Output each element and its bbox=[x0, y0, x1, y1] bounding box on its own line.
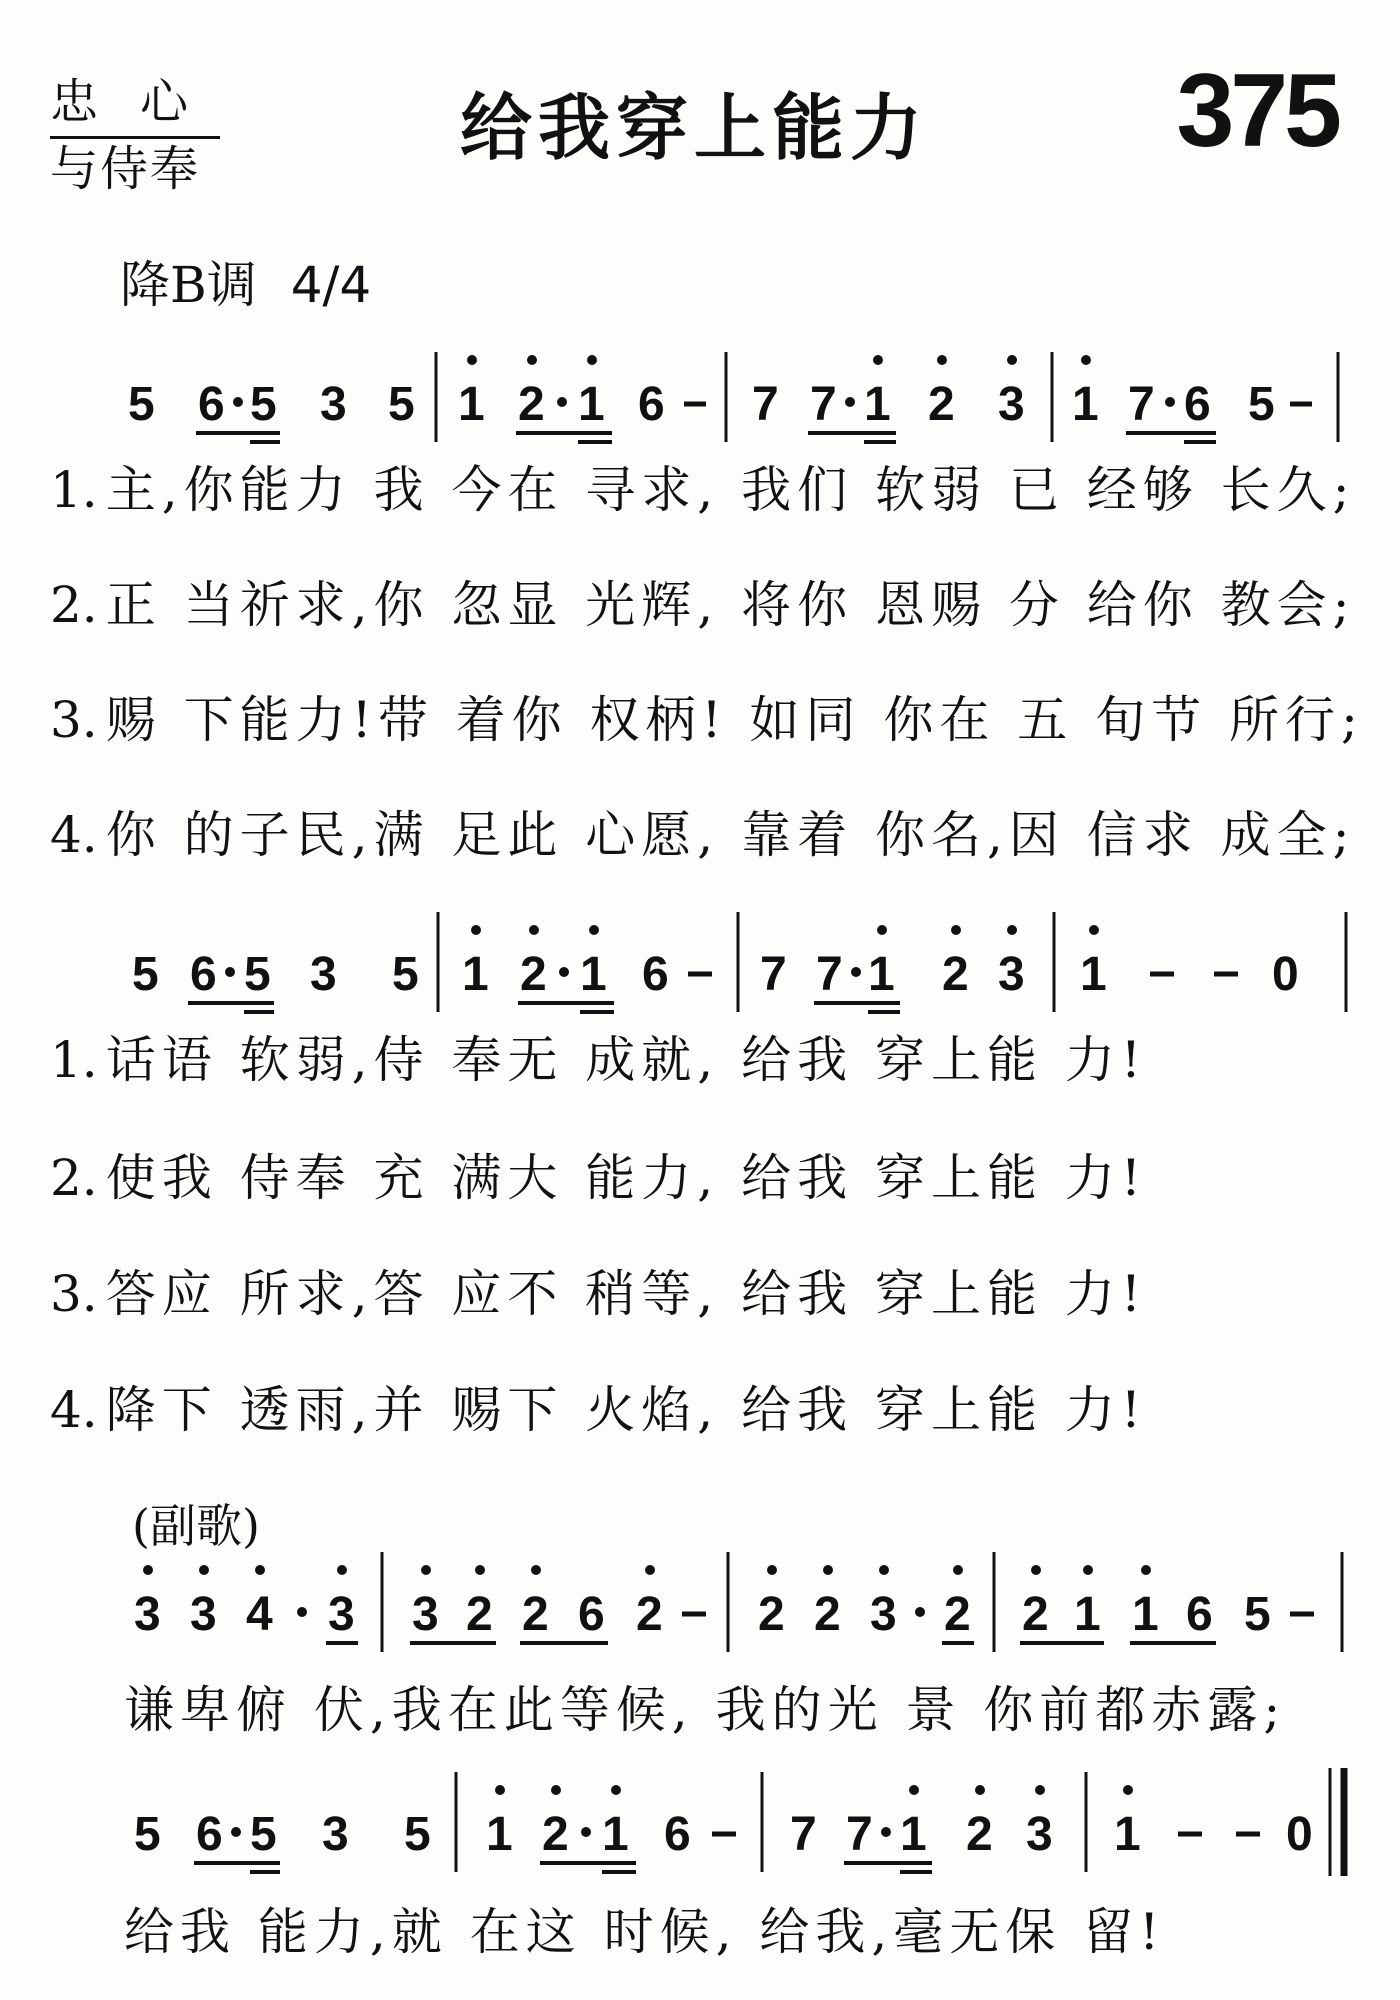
svg-text:2: 2 bbox=[928, 378, 955, 431]
svg-text:2: 2 bbox=[522, 1588, 549, 1641]
svg-text:2: 2 bbox=[518, 378, 545, 431]
svg-text:3: 3 bbox=[1026, 1808, 1053, 1861]
svg-text:6: 6 bbox=[1186, 1588, 1213, 1641]
svg-text:6: 6 bbox=[578, 1588, 605, 1641]
svg-text:5: 5 bbox=[250, 1808, 277, 1861]
svg-text:7: 7 bbox=[846, 1808, 873, 1861]
svg-text:7: 7 bbox=[816, 948, 843, 1001]
hymn-number: 375 bbox=[1176, 53, 1338, 169]
svg-text:7: 7 bbox=[810, 378, 837, 431]
svg-text:3: 3 bbox=[134, 1588, 161, 1641]
verse-3-line-1: 3. 赐 下能力!带 着你 权柄! 如同 你在 五 旬节 所行; bbox=[50, 691, 1364, 749]
svg-text:3: 3 bbox=[998, 948, 1025, 1001]
svg-text:5: 5 bbox=[132, 948, 159, 1001]
hymn-title: 给我穿上能力 bbox=[460, 86, 929, 170]
verse-4-line-1: 4. 你 的子民,满 足此 心愿, 靠着 你名,因 信求 成全; bbox=[50, 806, 1356, 864]
category-label bbox=[50, 72, 231, 199]
svg-text:1: 1 bbox=[462, 948, 489, 1001]
svg-text:3: 3 bbox=[322, 1808, 349, 1861]
svg-text:5: 5 bbox=[388, 378, 415, 431]
svg-text:6: 6 bbox=[638, 378, 665, 431]
category-line1: 忠心 bbox=[50, 72, 220, 139]
svg-text:2: 2 bbox=[944, 1588, 971, 1641]
svg-text:1: 1 bbox=[1080, 948, 1107, 1001]
svg-text:1: 1 bbox=[602, 1808, 629, 1861]
time-signature: 4/4 bbox=[290, 256, 372, 314]
svg-text:7: 7 bbox=[790, 1808, 817, 1861]
svg-text:1: 1 bbox=[900, 1808, 927, 1861]
svg-text:5: 5 bbox=[244, 948, 271, 1001]
svg-text:7: 7 bbox=[752, 378, 779, 431]
svg-text:2: 2 bbox=[758, 1588, 785, 1641]
svg-text:3: 3 bbox=[870, 1588, 897, 1641]
svg-text:1: 1 bbox=[1132, 1588, 1159, 1641]
svg-text:2: 2 bbox=[1022, 1588, 1049, 1641]
svg-text:2: 2 bbox=[520, 948, 547, 1001]
svg-text:7: 7 bbox=[760, 948, 787, 1001]
svg-text:5: 5 bbox=[392, 948, 419, 1001]
svg-text:1: 1 bbox=[1114, 1808, 1141, 1861]
svg-text:0: 0 bbox=[1286, 1808, 1313, 1861]
notation-row-4 bbox=[0, 1760, 1400, 1920]
verse-1-line-1: 1. 主,你能力 我 今在 寻求, 我们 软弱 已 经够 长久; bbox=[50, 461, 1356, 519]
svg-text:1: 1 bbox=[578, 378, 605, 431]
svg-text:1: 1 bbox=[868, 948, 895, 1001]
svg-text:1: 1 bbox=[1074, 1588, 1101, 1641]
svg-text:4: 4 bbox=[246, 1588, 273, 1641]
svg-text:3: 3 bbox=[998, 378, 1025, 431]
svg-text:5: 5 bbox=[250, 378, 277, 431]
chorus-line-1: 谦卑俯 伏,我在此等候, 我的光 景 你前都赤露; bbox=[124, 1681, 1287, 1739]
svg-text:2: 2 bbox=[966, 1808, 993, 1861]
chorus-label: (副歌) bbox=[132, 1499, 260, 1553]
notation-row-3 bbox=[0, 1540, 1400, 1700]
verse-4-line-2: 4. 降下 透雨,并 赐下 火焰, 给我 穿上能 力! bbox=[50, 1381, 1147, 1439]
svg-text:1: 1 bbox=[864, 378, 891, 431]
svg-text:5: 5 bbox=[128, 378, 155, 431]
svg-text:2: 2 bbox=[542, 1808, 569, 1861]
svg-text:2: 2 bbox=[814, 1588, 841, 1641]
svg-text:6: 6 bbox=[1184, 378, 1211, 431]
svg-text:2: 2 bbox=[636, 1588, 663, 1641]
category-line2: 与侍奉 bbox=[50, 141, 201, 197]
svg-text:3: 3 bbox=[310, 948, 337, 1001]
svg-text:3: 3 bbox=[328, 1588, 355, 1641]
verse-2-line-1: 2. 正 当祈求,你 忽显 光辉, 将你 恩赐 分 给你 教会; bbox=[50, 576, 1356, 634]
key-time-signature bbox=[120, 245, 371, 317]
svg-text:2: 2 bbox=[942, 948, 969, 1001]
svg-text:6: 6 bbox=[642, 948, 669, 1001]
svg-text:3: 3 bbox=[412, 1588, 439, 1641]
svg-text:0: 0 bbox=[1272, 948, 1299, 1001]
verse-2-line-2: 2. 使我 侍奉 充 满大 能力, 给我 穿上能 力! bbox=[50, 1149, 1147, 1207]
svg-text:7: 7 bbox=[1128, 378, 1155, 431]
svg-text:1: 1 bbox=[1072, 378, 1099, 431]
svg-text:1: 1 bbox=[458, 378, 485, 431]
verse-1-line-2: 1. 话语 软弱,侍 奉无 成就, 给我 穿上能 力! bbox=[50, 1031, 1147, 1089]
svg-text:3: 3 bbox=[190, 1588, 217, 1641]
key-signature: 降B调 bbox=[120, 256, 257, 314]
svg-text:3: 3 bbox=[320, 378, 347, 431]
svg-text:5: 5 bbox=[134, 1808, 161, 1861]
verse-3-line-2: 3. 答应 所求,答 应不 稍等, 给我 穿上能 力! bbox=[50, 1265, 1147, 1323]
svg-text:1: 1 bbox=[580, 948, 607, 1001]
svg-text:6: 6 bbox=[198, 378, 225, 431]
svg-text:6: 6 bbox=[664, 1808, 691, 1861]
svg-text:2: 2 bbox=[466, 1588, 493, 1641]
svg-text:6: 6 bbox=[190, 948, 217, 1001]
svg-text:1: 1 bbox=[486, 1808, 513, 1861]
svg-text:5: 5 bbox=[404, 1808, 431, 1861]
svg-text:5: 5 bbox=[1248, 378, 1275, 431]
chorus-line-2: 给我 能力,就 在这 时候, 给我,毫无保 留! bbox=[124, 1903, 1166, 1961]
svg-text:5: 5 bbox=[1244, 1588, 1271, 1641]
svg-text:6: 6 bbox=[196, 1808, 223, 1861]
